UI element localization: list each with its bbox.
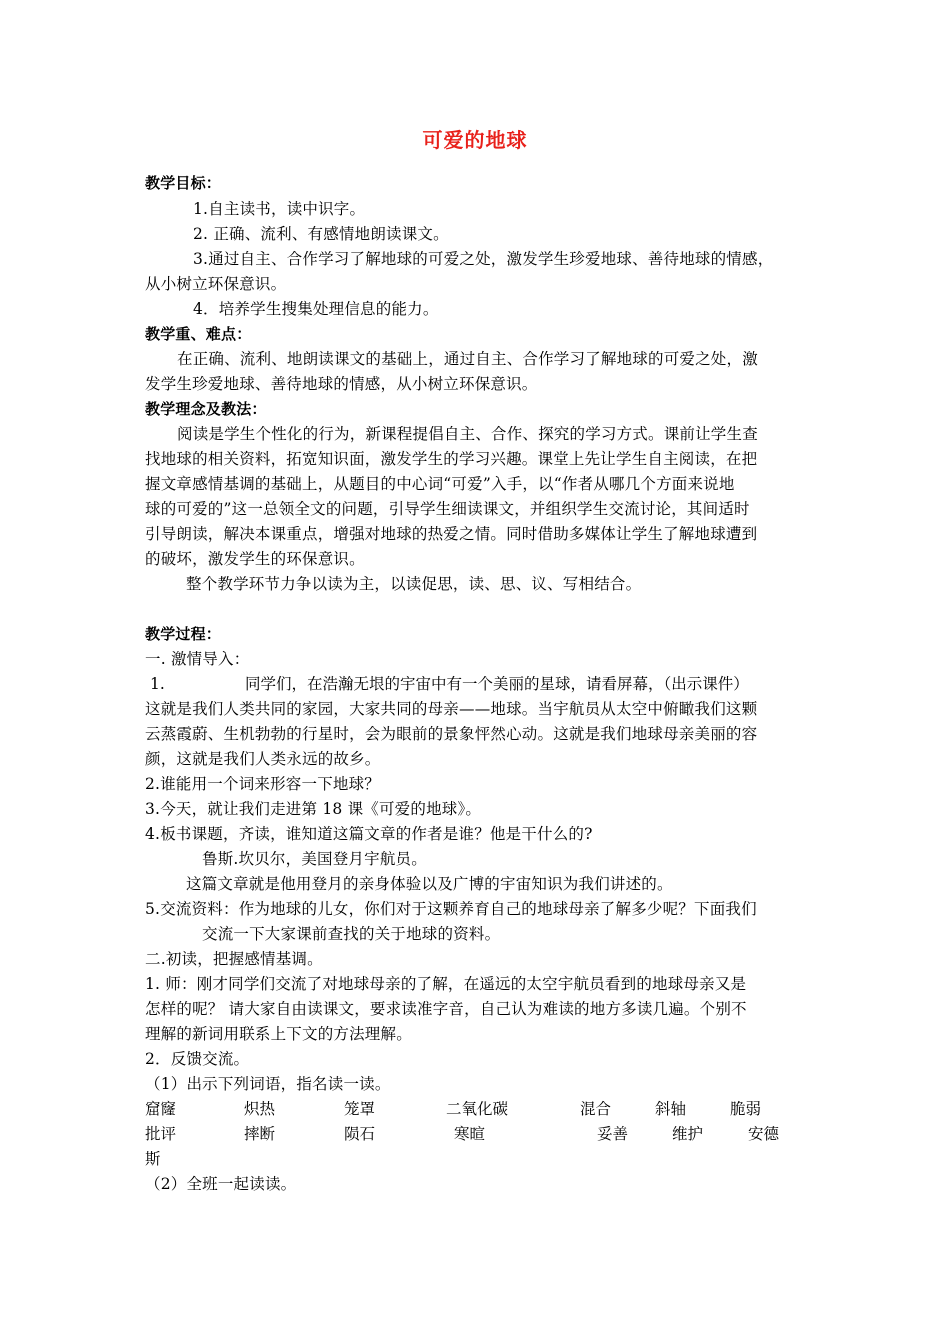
step-answer: 鲁斯.坎贝尔，美国登月宇航员。 — [202, 850, 427, 868]
vocab-word: 维护 — [672, 1125, 704, 1143]
section-heading: 一. 激情导入： — [145, 650, 250, 668]
goal-item: 2. 正确、流利、有感情地朗读课文。 — [193, 225, 449, 243]
key-points-text: 在正确、流利、地朗读课文的基础上，通过自主、合作学习了解地球的可爱之处，激 — [177, 350, 758, 368]
vocab-word: 窟窿 — [145, 1100, 177, 1118]
philosophy-text: 引导朗读，解决本课重点，增强对地球的热爱之情。同时借助多媒体让学生了解地球遭到 — [145, 525, 758, 543]
step-text: 交流一下大家课前查找的关于地球的资料。 — [202, 925, 501, 943]
step-text: 2.谁能用一个词来形容一下地球？ — [145, 775, 380, 793]
key-points-text: 发学生珍爱地球、善待地球的情感，从小树立环保意识。 — [145, 375, 538, 393]
vocab-word: 摔断 — [244, 1125, 276, 1143]
step-answer: 这篇文章就是他用登月的亲身体验以及广博的宇宙知识为我们讲述的。 — [186, 875, 673, 893]
vocab-word: 妥善 — [597, 1125, 629, 1143]
vocab-word: 混合 — [580, 1100, 612, 1118]
step-text: 颜，这就是我们人类永远的故乡。 — [145, 750, 381, 768]
step-text: 3.今天，就让我们走进第 18 课《可爱的地球》。 — [145, 800, 482, 818]
vocab-word: 笼罩 — [344, 1100, 376, 1118]
step-text: 云蒸霞蔚、生机勃勃的行星时，会为眼前的景象怦然心动。这就是我们地球母亲美丽的容 — [145, 725, 758, 743]
step-text: 1. 师：刚才同学们交流了对地球母亲的了解，在遥远的太空宇航员看到的地球母亲又是 — [145, 975, 747, 993]
step-text: 4.板书课题，齐读，谁知道这篇文章的作者是谁？他是干什么的? — [145, 825, 593, 843]
philosophy-heading: 教学理念及教法： — [145, 400, 267, 418]
goals-heading: 教学目标： — [145, 174, 222, 192]
goal-item: 1.自主读书，读中识字。 — [193, 200, 366, 218]
step-text: 这就是我们人类共同的家园，大家共同的母亲——地球。当宇航员从太空中俯瞰我们这颗 — [145, 700, 758, 718]
philosophy-text: 找地球的相关资料，拓宽知识面，激发学生的学习兴趣。课堂上先让学生自主阅读，在把 — [145, 450, 758, 468]
vocab-word: 斜轴 — [655, 1100, 687, 1118]
step-text: 2．反馈交流。 — [145, 1050, 250, 1068]
step-text: 怎样的呢？ 请大家自由读课文，要求读准字音，自己认为难读的地方多读几遍。个别不 — [145, 1000, 747, 1018]
vocab-word: 安德 — [748, 1125, 780, 1143]
vocab-word: 脆弱 — [730, 1100, 762, 1118]
step-text: 同学们，在浩瀚无垠的宇宙中有一个美丽的星球，请看屏幕，（出示课件） — [245, 675, 749, 693]
vocab-word: 寒暄 — [454, 1125, 486, 1143]
goal-item-cont: 从小树立环保意识。 — [145, 275, 287, 293]
philosophy-text: 的破坏，激发学生的环保意识。 — [145, 550, 365, 568]
vocab-word: 二氧化碳 — [446, 1100, 509, 1118]
philosophy-text: 阅读是学生个性化的行为，新课程提倡自主、合作、探究的学习方式。课前让学生查 — [177, 425, 758, 443]
vocab-word: 陨石 — [344, 1125, 376, 1143]
vocab-word: 斯 — [145, 1150, 161, 1168]
document-title: 可爱的地球 — [422, 128, 528, 152]
vocab-word: 炽热 — [244, 1100, 276, 1118]
step-text: （1）出示下列词语，指名读一读。 — [145, 1075, 391, 1093]
key-points-heading: 教学重、难点： — [145, 325, 252, 343]
step-text: 理解的新词用联系上下文的方法理解。 — [145, 1025, 412, 1043]
vocab-word: 批评 — [145, 1125, 177, 1143]
section-heading: 二.初读，把握感情基调。 — [145, 950, 323, 968]
step-text: 5.交流资料：作为地球的儿女，你们对于这颗养育自己的地球母亲了解多少呢？下面我们 — [145, 900, 757, 918]
goal-item: 4．培养学生搜集处理信息的能力。 — [193, 300, 439, 318]
philosophy-text: 球的可爱的”这一总领全文的问题，引导学生细读课文，并组织学生交流讨论，其间适时 — [145, 500, 750, 518]
process-heading: 教学过程： — [145, 625, 222, 643]
step-number: 1. — [150, 675, 165, 693]
philosophy-text: 握文章感情基调的基础上，从题目的中心词“可爱”入手，以“作者从哪几个方面来说地 — [145, 475, 735, 493]
philosophy-text: 整个教学环节力争以读为主，以读促思，读、思、议、写相结合。 — [186, 575, 642, 593]
step-text: （2）全班一起读读。 — [145, 1175, 297, 1193]
goal-item: 3.通过自主、合作学习了解地球的可爱之处，激发学生珍爱地球、善待地球的情感， — [193, 250, 774, 268]
